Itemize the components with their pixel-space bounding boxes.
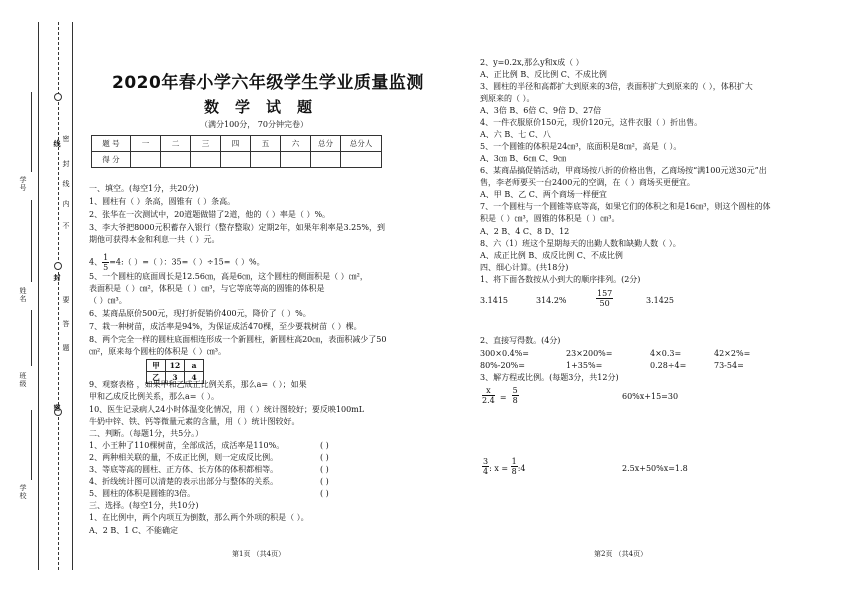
fraction-denominator: 50 [599,299,610,308]
calc-item: 0.28÷4= [650,361,687,370]
question: 甲和乙成反比例关系，那么a=（ ）。 [89,392,220,401]
score-input-cell[interactable] [281,152,311,168]
question: 2、直接写得数。(4分) [480,336,561,345]
section-heading: 一、填空。(每空1分，共20分) [89,184,199,193]
options: A、六 B、七 C、八 [480,130,551,139]
section-heading: 四、细心计算。(共18分) [480,263,569,272]
question: 5、一个圆锥的体积是24㎝³，底面积是8㎝²，高是（ ）。 [480,142,682,151]
judgement-item: 4、折线统计图可以清楚的表示出部分与整体的关系。 [89,477,279,486]
binding-hole [54,93,62,101]
score-cell: 总分 [311,136,341,152]
ratio-cell: 3 [166,372,185,384]
fraction-denominator: 8 [511,467,517,476]
question: 期他可获得本金和利息一共（ ）元。 [89,235,220,244]
question: 4、一件衣服原价150元，现价120元，这件衣服（ ）折出售。 [480,118,703,127]
calc-item: 23×200%= [566,349,613,358]
binding-outer-line [38,22,39,570]
seal-char: 线 [62,180,70,188]
question: 10、医生记录病人24小时体温变化情况，用（ ）统计图较好；要反映100mL [89,405,365,414]
question: 3、李大爷把8000元积蓄存入银行（整存整取）定期2年，如果年利率是3.25%，到 [89,223,385,232]
calc-item: 4×0.3= [650,349,682,358]
exam-subtitle: 数学试题 [204,98,329,116]
fraction-denominator: 2.4 [482,396,495,405]
name-field[interactable] [31,200,32,282]
seal-char: 内 [62,200,70,208]
question: 6、某商品原价500元，现打折促销价400元，降价了（ ）%。 [89,309,311,318]
options: A、3㎝ B、6㎝ C、9㎝ [480,154,567,163]
score-cell: 二 [161,136,191,152]
question: 积是（ ）㎝³，圆锥的体积是（ ）㎝³。 [480,214,620,223]
fraction [596,289,613,308]
fraction-numerator: 5 [512,386,518,395]
class-label: 班级 [19,372,27,388]
answer-paren[interactable]: ( ) [320,441,329,450]
question: 7、栽一种树苗，成活率是94%，为保证成活470棵，至少要栽树苗（ ）棵。 [89,322,362,331]
seal-char: 题 [62,344,70,352]
calc-item: 42×2%= [714,349,751,358]
ratio-cell: 12 [166,360,185,372]
calc-item: 1+35%= [566,361,603,370]
answer-paren[interactable]: ( ) [320,489,329,498]
score-cell: 五 [251,136,281,152]
fraction-denominator: 8 [512,396,518,405]
equation [482,456,526,476]
question: 售，李老师要买一台2400元的空调，在（ ）商场买更便宜。 [480,178,695,187]
school-field[interactable] [31,410,32,480]
cut-mark: 密 [53,403,61,412]
fraction-numerator: 3 [483,457,489,466]
binding-cut-line [58,22,59,570]
fraction-denominator: 5 [103,263,109,272]
equals-sign: = [499,393,507,402]
score-cell: 题 号 [92,136,131,152]
question: 2、y=0.2x,那么y和x成（ ） [480,58,584,67]
exam-title: 2020年春小学六年级学生学业质量监测 [112,73,424,93]
answer-paren[interactable]: ( ) [320,465,329,474]
binding-hole [54,262,62,270]
judgement-item: 5、圆柱的体积是圆锥的3倍。 [89,489,196,498]
fraction-numerator: 1 [103,253,109,262]
question-number: 4、 [89,257,103,267]
options: A、正比例 B、反比例 C、不成比例 [480,70,607,79]
equation: 2.5x+50%x=1.8 [622,464,688,473]
fraction [511,457,518,476]
question: 3、圆柱的半径和高都扩大到原来的3倍，表面积扩大到原来的（ ），体积扩大 [480,82,753,91]
equation: 60%x+15=30 [622,392,679,401]
question: 1、将下面各数按从小到大的顺序排列。(2分) [480,275,641,284]
number-item: 314.2% [536,296,567,305]
question: 1、圆柱有（ ）条高，圆锥有（ ）条高。 [89,197,236,206]
page-footer: 第1页 （共4页） [232,550,286,558]
calc-item: 300×0.4%= [480,349,529,358]
score-cell: 得 分 [92,152,131,168]
cut-mark: 封 [53,273,61,282]
options: A、甲 B、乙 C、两个商场一样便宜 [480,190,607,199]
section-heading: 二、判断。（每题1分，共5分。） [89,429,204,438]
fraction [482,386,495,405]
score-input-cell[interactable] [191,152,221,168]
options: A、2 B、4 C、8 D、12 [480,227,570,236]
score-cell: 六 [281,136,311,152]
judgement-item: 3、等底等高的圆柱、正方体、长方体的体积都相等。 [89,465,279,474]
seal-char: 不 [62,222,70,230]
exam-note: （满分100分， 70分钟完卷） [200,120,308,129]
options: A、成正比例 B、成反比例 C、不成比例 [480,251,623,260]
class-field[interactable] [31,310,32,366]
question: 3、解方程或比例。(每题3分，共12分) [480,373,619,382]
name-label: 姓名 [19,287,27,303]
ratio-cell: 乙 [147,372,166,384]
question: 5、一个圆柱的底面周长是12.56㎝，高是6㎝，这个圆柱的侧面积是（ ）㎝²， [89,272,368,281]
answer-paren[interactable]: ( ) [320,477,329,486]
score-input-cell[interactable] [161,152,191,168]
question [89,253,265,272]
number-item: 3.1415 [480,296,508,305]
cut-mark: 线 [53,139,61,148]
page-footer: 第2页 （共4页） [594,550,648,558]
question: 8、两个完全一样的圆柱底面相连形成一个新圆柱，新圆柱高20㎝，表面积减少了50 [89,335,387,344]
question: 6、某商品搞促销活动，甲商场按八折的价格出售，乙商场按“满100元送30元”出 [480,166,767,175]
question: 8、六（1）班这个星期每天的出勤人数和缺勤人数（ ）。 [480,239,681,248]
fraction-numerator: 1 [511,457,517,466]
equation [482,385,519,405]
ratio-cell: 甲 [147,360,166,372]
question: 2、张华在一次测试中，20道题做错了2道，他的（ ）率是（ ）%。 [89,210,331,219]
score-cell: 总分人 [341,136,382,152]
answer-paren[interactable]: ( ) [320,453,329,462]
seal-char: 密 [62,135,70,143]
score-table-score-row [92,152,382,168]
question: （ ）㎝³。 [89,296,127,305]
calc-item: 80%-20%= [480,361,525,370]
fraction [512,386,519,405]
score-input-cell[interactable] [251,152,281,168]
options: A、3倍 B、6倍 C、9倍 D、27倍 [480,106,602,115]
question: 牛奶中锌、铁、钙等微量元素的含量，用（ ）统计图较好。 [89,417,300,426]
score-table [91,135,382,168]
score-cell: 四 [221,136,251,152]
ratio-cell: 4 [185,372,204,384]
section-heading: 三、选择。(每空1分，共10分) [89,501,199,510]
question: 到原来的（ ）。 [480,94,535,103]
number-item: 3.1425 [646,296,674,305]
number-item [596,288,613,308]
equation-text: :4 [517,464,526,473]
fraction-denominator: 4 [483,467,489,476]
binding-inner-line [72,22,73,570]
judgement-item: 2、两种相关联的量，不成正比例，则一定成反比例。 [89,453,279,462]
question: ㎝²，原来每个圆柱的体积是（ ）㎝³。 [89,347,226,356]
question: 表面积是（ ）㎝²，体积是（ ）㎝³，与它等底等高的圆锥的体积是 [89,284,325,293]
fraction-numerator: x [482,386,495,396]
equation-text: : x = [489,464,511,473]
options: A、2 B、1 C、不能确定 [89,526,179,535]
score-cell: 三 [191,136,221,152]
fraction-numerator: 157 [597,289,613,298]
student-id-field[interactable] [31,92,32,172]
score-input-cell[interactable] [341,152,382,168]
question-text: =4:（ ）=（ ）：35=（ ）÷15=（ ）%。 [109,257,265,267]
score-input-cell[interactable] [131,152,161,168]
judgement-item: 1、小王种了110棵树苗，全部成活，成活率是110%。 [89,441,285,450]
ratio-table-row [147,360,204,372]
seal-char: 要 [62,296,70,304]
score-table-header-row [92,136,382,152]
score-input-cell[interactable] [221,152,251,168]
ratio-cell: a [185,360,204,372]
score-input-cell[interactable] [311,152,341,168]
question: 1、在比例中，两个内项互为倒数，那么两个外项的积是（ ）。 [89,513,309,522]
student-id-label: 学号 [19,176,27,192]
score-cell: 一 [131,136,161,152]
school-label: 学校 [19,484,27,500]
seal-char: 封 [62,160,70,168]
question: 9、观察表格 ，如果甲和乙成正比例关系，那么a=（ ）；如果 [89,380,307,389]
question: 7、一个圆柱与一个圆锥等底等高，如果它们的体积之和是16㎝³，则这个圆柱的体 [480,202,771,211]
seal-char: 答 [62,320,70,328]
calc-item: 73-54= [714,361,744,370]
